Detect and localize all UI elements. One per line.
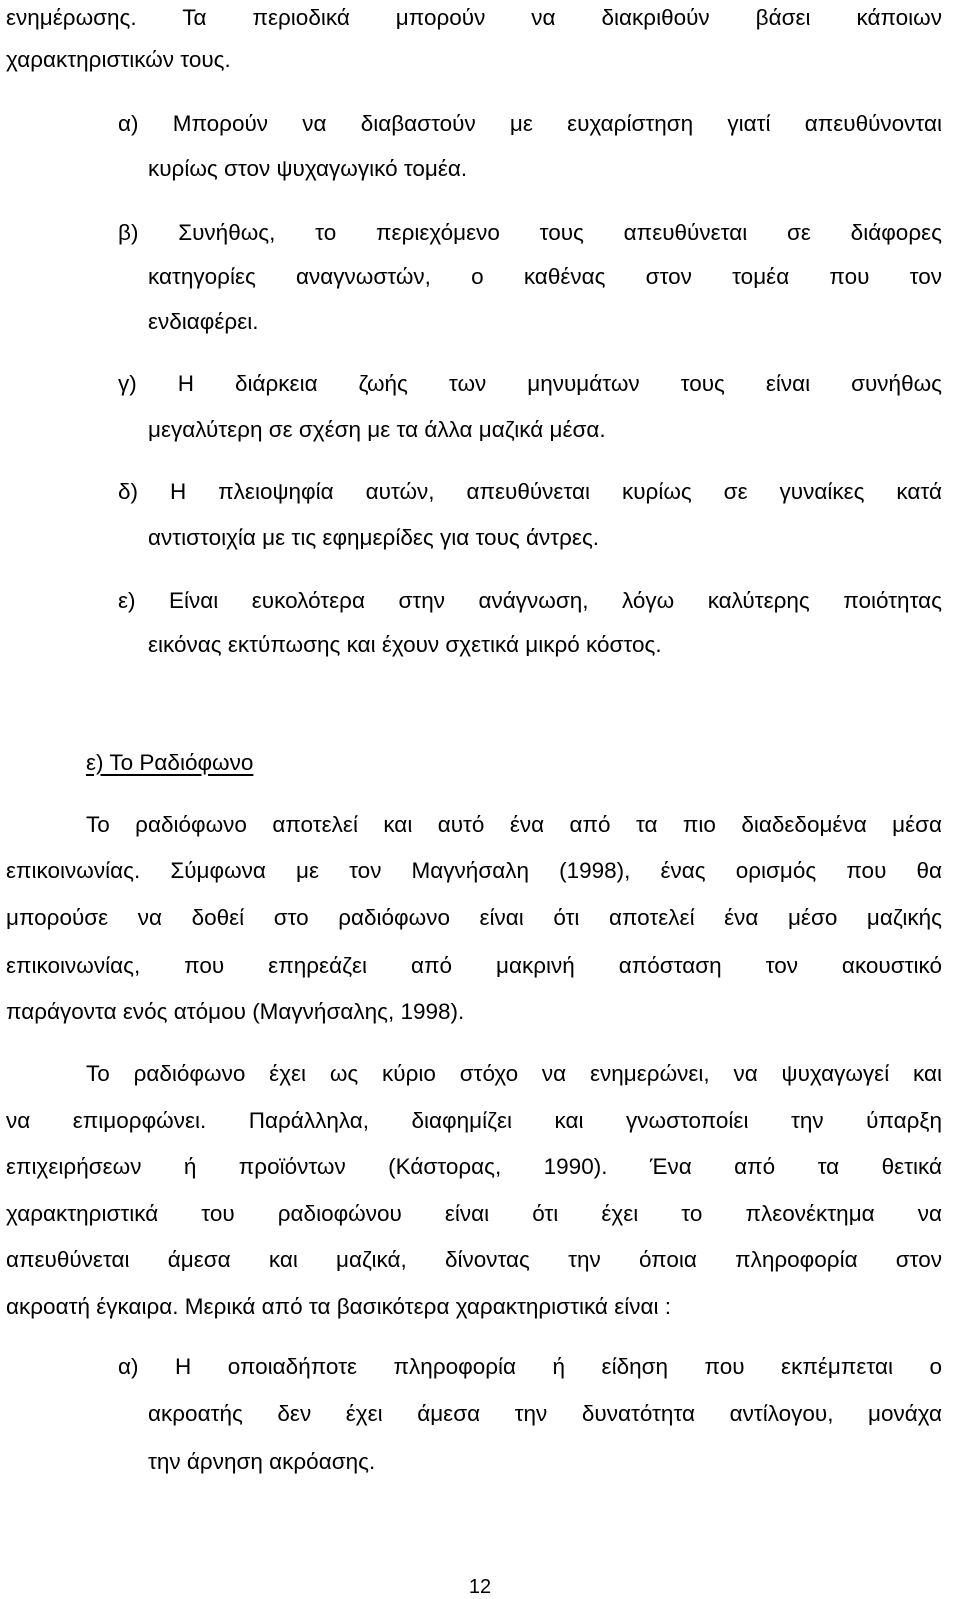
- paragraph-line: Το ραδιόφωνο αποτελεί και αυτό ένα από τα πιο διαδεδομένα μέσα: [86, 812, 942, 837]
- list-item-d: δ) Η πλειοψηφία αυτών, απευθύνεται κυρίως σε γυναίκες κατά: [118, 479, 942, 504]
- list-item-e-cont: εικόνας εκτύπωσης και έχουν σχετικά μικρό κόστος.: [148, 632, 662, 657]
- list-item-a-cont: ακροατής δεν έχει άμεσα την δυνατότητα αντίλογου, μονάχα: [148, 1401, 942, 1426]
- section-heading: ε) Το Ραδιόφωνο: [86, 750, 254, 775]
- text-line: χαρακτηριστικών τους.: [6, 47, 231, 72]
- page-number: 12: [468, 1576, 492, 1598]
- text-line: ενημέρωσης. Τα περιοδικά μπορούν να διακριθούν βάσει κάποιων: [6, 5, 942, 30]
- list-item-a-cont: κυρίως στον ψυχαγωγικό τομέα.: [148, 156, 468, 181]
- list-item-b: β) Συνήθως, το περιεχόμενο τους απευθύνεται σε διάφορες: [118, 220, 942, 245]
- paragraph-line: χαρακτηριστικά του ραδιοφώνου είναι ότι έχει το πλεονέκτημα να: [6, 1201, 942, 1226]
- paragraph-line: μπορούσε να δοθεί στο ραδιόφωνο είναι ότι αποτελεί ένα μέσο μαζικής: [6, 905, 942, 930]
- list-item-a: α) Η οποιαδήποτε πληροφορία ή είδηση που εκπέμπεται ο: [118, 1354, 942, 1379]
- paragraph-line: επιχειρήσεων ή προϊόντων (Κάστορας, 1990). Ένα από τα θετικά: [6, 1154, 942, 1179]
- list-item-a-cont: την άρνηση ακρόασης.: [148, 1449, 376, 1474]
- list-item-e: ε) Είναι ευκολότερα στην ανάγνωση, λόγω καλύτερης ποιότητας: [118, 588, 942, 613]
- paragraph-line: Το ραδιόφωνο έχει ως κύριο στόχο να ενημερώνει, να ψυχαγωγεί και: [86, 1061, 942, 1086]
- paragraph-line: να επιμορφώνει. Παράλληλα, διαφημίζει και γνωστοποίει την ύπαρξη: [6, 1108, 942, 1133]
- paragraph-line: ακροατή έγκαιρα. Μερικά από τα βασικότερα χαρακτηριστικά είναι :: [6, 1294, 671, 1319]
- paragraph-line: επικοινωνίας, που επηρεάζει από μακρινή απόσταση τον ακουστικό: [6, 953, 942, 978]
- list-item-c: γ) Η διάρκεια ζωής των μηνυμάτων τους είναι συνήθως: [118, 371, 942, 396]
- list-item-c-cont: μεγαλύτερη σε σχέση με τα άλλα μαζικά μέσα.: [148, 417, 606, 442]
- paragraph-line: απευθύνεται άμεσα και μαζικά, δίνοντας την όποια πληροφορία στον: [6, 1247, 942, 1272]
- list-item-b-cont: ενδιαφέρει.: [148, 309, 259, 334]
- paragraph-line: παράγοντα ενός ατόμου (Μαγνήσαλης, 1998).: [6, 999, 465, 1024]
- list-item-a: α) Μπορούν να διαβαστούν με ευχαρίστηση γιατί απευθύνονται: [118, 111, 942, 136]
- list-item-b-cont: κατηγορίες αναγνωστών, ο καθένας στον τομέα που τον: [148, 264, 942, 289]
- paragraph-line: επικοινωνίας. Σύμφωνα με τον Μαγνήσαλη (1998), ένας ορισμός που θα: [6, 858, 942, 883]
- list-item-d-cont: αντιστοιχία με τις εφημερίδες για τους άντρες.: [148, 525, 600, 550]
